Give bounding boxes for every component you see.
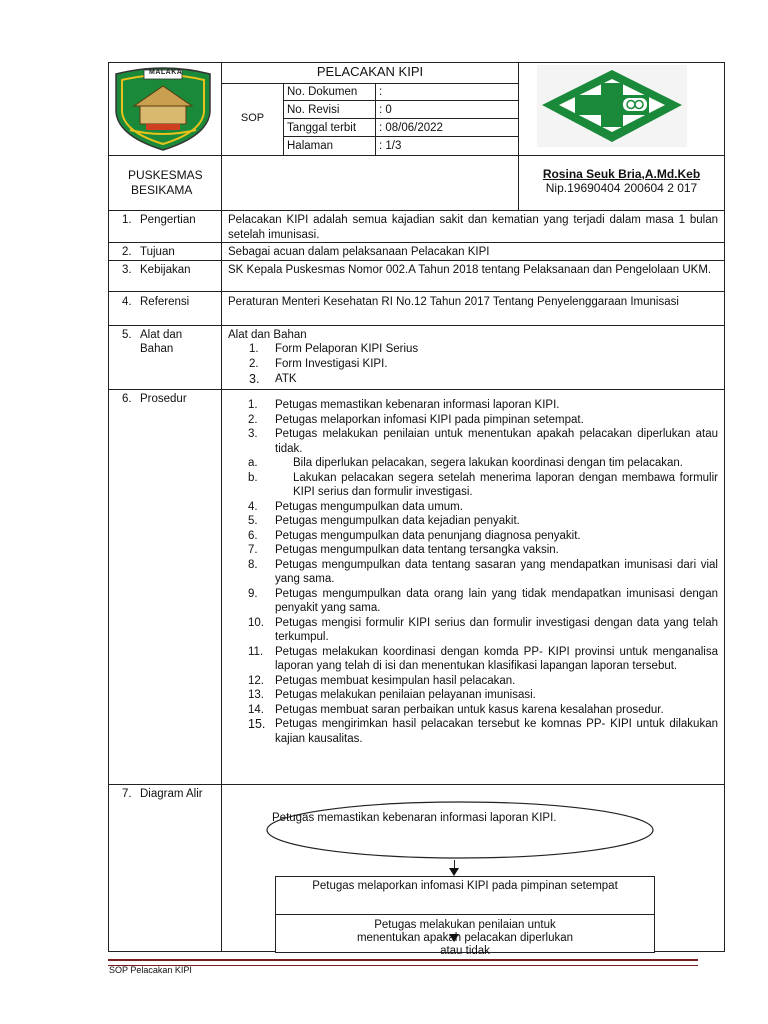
step-number: 4.: [248, 500, 258, 513]
step-number: 9.: [248, 587, 258, 600]
section-number: 1.: [122, 214, 132, 226]
signer-nip: Nip.19690404 200604 2 017: [545, 181, 698, 195]
sop-label: SOP: [240, 112, 265, 124]
procedure-step: [248, 413, 718, 428]
flow-node-process: Petugas melakukan penilaian untuk menentukan apakah pelacakan diperlukan atau tidak: [356, 919, 574, 957]
step-number: 15.: [248, 717, 266, 731]
section-label: Referensi: [140, 296, 190, 308]
procedure-step: [248, 717, 718, 746]
tools-item: Form Investigasi KIPI.: [275, 358, 388, 370]
step-number: 2.: [248, 413, 258, 426]
section-label: Pengertian: [140, 214, 196, 226]
substep-text: Lakukan pelacakan segera setelah menerima laporan dengan membawa formulir KIPI serius dan formulir investigasi.: [293, 471, 718, 498]
procedure-step: [248, 587, 718, 616]
step-text: Petugas mengumpulkan data tentang tersangka vaksin.: [275, 544, 559, 556]
step-text: Petugas mengumpulkan data umum.: [275, 500, 463, 513]
procedure-step: [248, 398, 718, 413]
arrow-down-icon: [449, 934, 459, 942]
section-number: 3.: [122, 264, 132, 276]
tools-item-number: 1.: [249, 343, 259, 355]
procedure-step: [248, 500, 718, 515]
doc-field-value: : 0: [379, 104, 392, 116]
substep-letter: b.: [248, 471, 258, 484]
procedure-list: [248, 398, 718, 746]
section-text: Sebagai acuan dalam pelaksanaan Pelacakan KIPI: [228, 246, 490, 258]
doc-field-label: Tanggal terbit: [287, 122, 357, 134]
step-number: 3.: [248, 428, 258, 440]
section-number: 5.: [122, 329, 132, 341]
procedure-step: [248, 616, 718, 645]
procedure-step: [248, 427, 718, 500]
document-title: PELACAKAN KIPI: [316, 64, 424, 79]
step-number: 5.: [248, 515, 258, 527]
org-name: PUSKESMAS: [128, 168, 203, 182]
step-text: Petugas membuat saran perbaikan untuk kasus karena kesalahan prosedur.: [275, 703, 664, 716]
step-text: Petugas mengumpulkan data kejadian penyakit.: [275, 515, 520, 527]
section-label: Bahan: [140, 343, 174, 355]
footer-text: SOP Pelacakan KIPI: [109, 965, 192, 975]
step-text: Petugas mengumpulkan data orang lain yang tidak mendapatkan imunisasi dengan penyakit yang sama.: [275, 587, 718, 614]
step-number: 13.: [248, 689, 264, 701]
procedure-step: [248, 543, 718, 558]
substep-text: Bila diperlukan pelacakan, segera lakukan koordinasi dengan tim pelacakan.: [293, 457, 683, 469]
section-label: Alat dan: [140, 329, 183, 341]
flow-process-box: [275, 876, 655, 916]
step-number: 14.: [248, 703, 264, 716]
doc-field-label: Halaman: [287, 140, 334, 152]
procedure-step: [248, 514, 718, 529]
flow-node-process: Petugas melaporkan infomasi KIPI pada pimpinan setempat: [312, 880, 618, 892]
section-number: 4.: [122, 296, 132, 308]
tools-item-number: 3.: [249, 372, 260, 386]
step-text: Petugas memastikan kebenaran informasi laporan KIPI.: [275, 399, 560, 411]
step-text: Petugas mengumpulkan data penunjang diagnosa penyakit.: [275, 529, 581, 542]
section-number: 6.: [122, 393, 132, 405]
procedure-substep: [248, 471, 718, 500]
flow-node-start: Petugas memastikan kebenaran informasi laporan KIPI.: [272, 812, 557, 824]
doc-field-label: No. Dokumen: [287, 86, 358, 98]
section-text: Pelacakan KIPI adalah semua kajadian sakit dan kematian yang terjadi dalam masa 1 bulan setelah imunisasi.: [228, 214, 718, 241]
tools-item-number: 2.: [249, 358, 259, 370]
procedure-step: [248, 558, 718, 587]
section-label: Kebijakan: [140, 264, 191, 276]
step-text: Petugas mengumpulkan data tentang sasaran yang mendapatkan imunisasi dari vial yang sama.: [275, 558, 718, 585]
step-number: 7.: [248, 544, 258, 556]
step-number: 10.: [248, 616, 264, 629]
section-label: Prosedur: [140, 393, 187, 405]
doc-field-value: : 08/06/2022: [379, 122, 443, 134]
puskesmas-logo: [537, 65, 687, 147]
district-logo: [110, 64, 216, 152]
procedure-step: [248, 703, 718, 718]
step-number: 8.: [248, 558, 258, 571]
doc-field-value: :: [379, 86, 383, 98]
section-number: 7.: [122, 788, 132, 800]
section-number: 2.: [122, 246, 132, 258]
step-text: Petugas melakukan penilaian pelayanan imunisasi.: [275, 689, 536, 701]
section-text: Peraturan Menteri Kesehatan RI No.12 Tahun 2017 Tentang Penyelenggaraan Imunisasi: [228, 296, 679, 308]
step-text: Petugas mengirimkan hasil pelacakan tersebut ke komnas PP- KIPI untuk dilakukan kajian kausalitas.: [275, 718, 718, 745]
tools-item: ATK: [275, 373, 297, 385]
section-label: Tujuan: [140, 246, 175, 258]
procedure-step: [248, 645, 718, 674]
step-number: 6.: [248, 529, 258, 542]
section-label: Diagram Alir: [140, 788, 203, 800]
step-text: Petugas mengisi formulir KIPI serius dan formulir investigasi dengan data yang telah terkumpul.: [275, 616, 718, 643]
procedure-step: [248, 674, 718, 689]
step-text: Petugas membuat kesimpulan hasil pelacakan.: [275, 674, 516, 687]
step-text: Petugas melaporkan infomasi KIPI pada pimpinan setempat.: [275, 413, 584, 426]
step-text: Petugas melakukan penilaian untuk menentukan apakah pelacakan diperlukan atau tidak.: [275, 428, 718, 455]
section-text: SK Kepala Puskesmas Nomor 002.A Tahun 2018 tentang Pelaksanaan dan Pengelolaan UKM.: [228, 264, 712, 276]
step-number: 11.: [248, 645, 264, 658]
org-name: BESIKAMA: [131, 183, 193, 197]
doc-field-value: : 1/3: [379, 140, 402, 152]
substep-letter: a.: [248, 457, 258, 469]
step-text: Petugas melakukan koordinasi dengan komda PP- KIPI provinsi untuk menganalisa laporan yang telah di isi dan menentukan klasifikasi lapangan laporan tersebut.: [275, 645, 718, 672]
tools-item: Form Pelaporan KIPI Serius: [275, 343, 419, 355]
tools-heading: Alat dan Bahan: [228, 329, 307, 341]
signer-name: Rosina Seuk Bria,A.Md.Keb: [542, 167, 701, 181]
procedure-step: [248, 688, 718, 703]
procedure-substep: [248, 456, 718, 471]
flow-start-ellipse: [265, 800, 655, 860]
doc-field-label: No. Revisi: [287, 104, 340, 116]
procedure-step: [248, 529, 718, 544]
footer-rule: [108, 959, 698, 966]
logo-label: MALAKA: [149, 69, 183, 76]
arrow-down-icon: [449, 868, 459, 876]
step-number: 1.: [248, 399, 258, 411]
step-number: 12.: [248, 674, 264, 687]
flow-process-box: [275, 914, 655, 957]
